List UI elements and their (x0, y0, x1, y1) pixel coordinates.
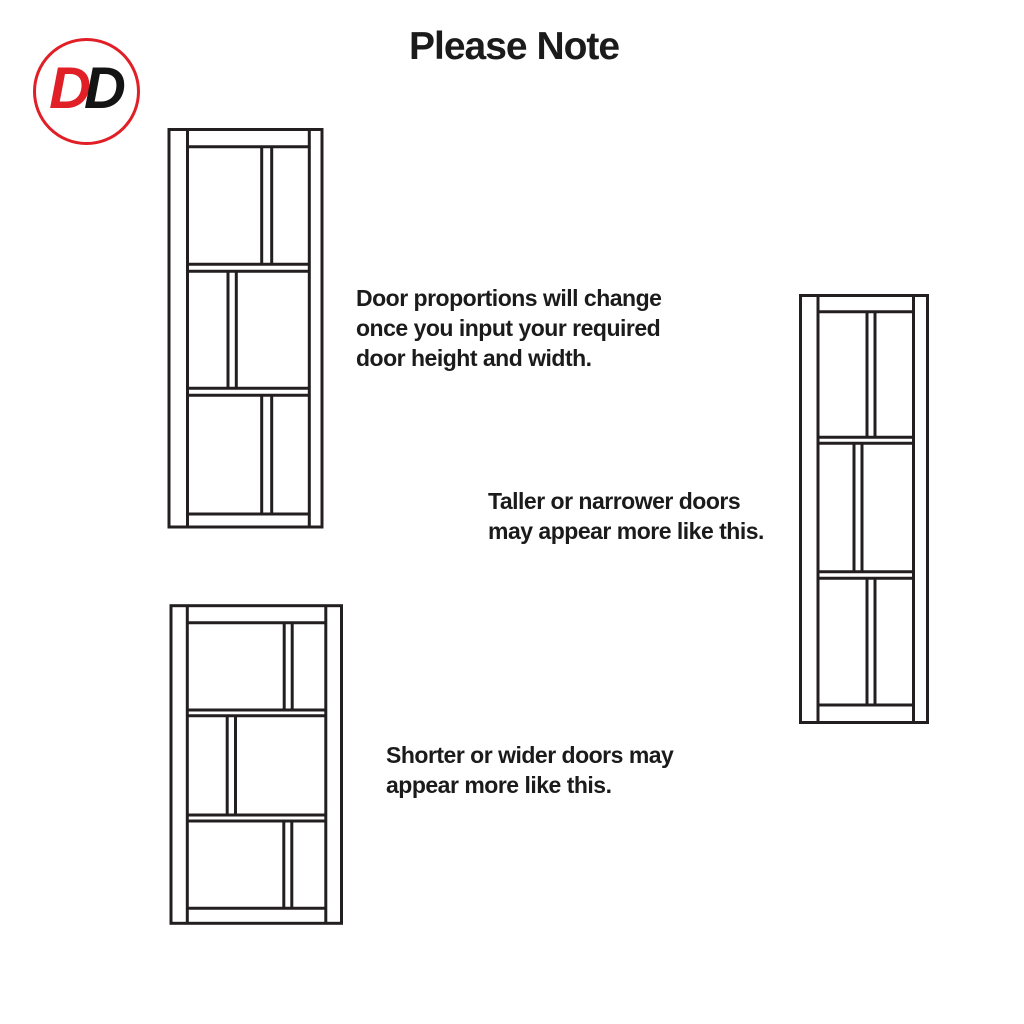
note-line: Door proportions will change (356, 285, 662, 311)
door-taller-narrower-outline (801, 296, 928, 723)
note-line: may appear more like this. (488, 518, 764, 544)
logo-letter-d-black: D (84, 55, 124, 121)
note-line: Shorter or wider doors may (386, 742, 674, 768)
diagram-door-original (169, 130, 322, 528)
note-line: door height and width. (356, 345, 592, 371)
door-original-outline (169, 130, 322, 528)
door-shorter-wider-outline (171, 606, 342, 924)
note-taller-narrower (488, 486, 764, 546)
page-title: Please Note (409, 25, 620, 68)
diagram-door-taller-narrower (801, 296, 928, 723)
note-line: appear more like this. (386, 772, 612, 798)
note-line: once you input your required (356, 315, 661, 341)
note-shorter-wider (386, 740, 673, 800)
logo-letter-d-red: D (49, 55, 89, 121)
diagram-door-shorter-wider (171, 606, 342, 924)
note-door-proportions (356, 283, 661, 373)
note-line: Taller or narrower doors (488, 488, 741, 514)
